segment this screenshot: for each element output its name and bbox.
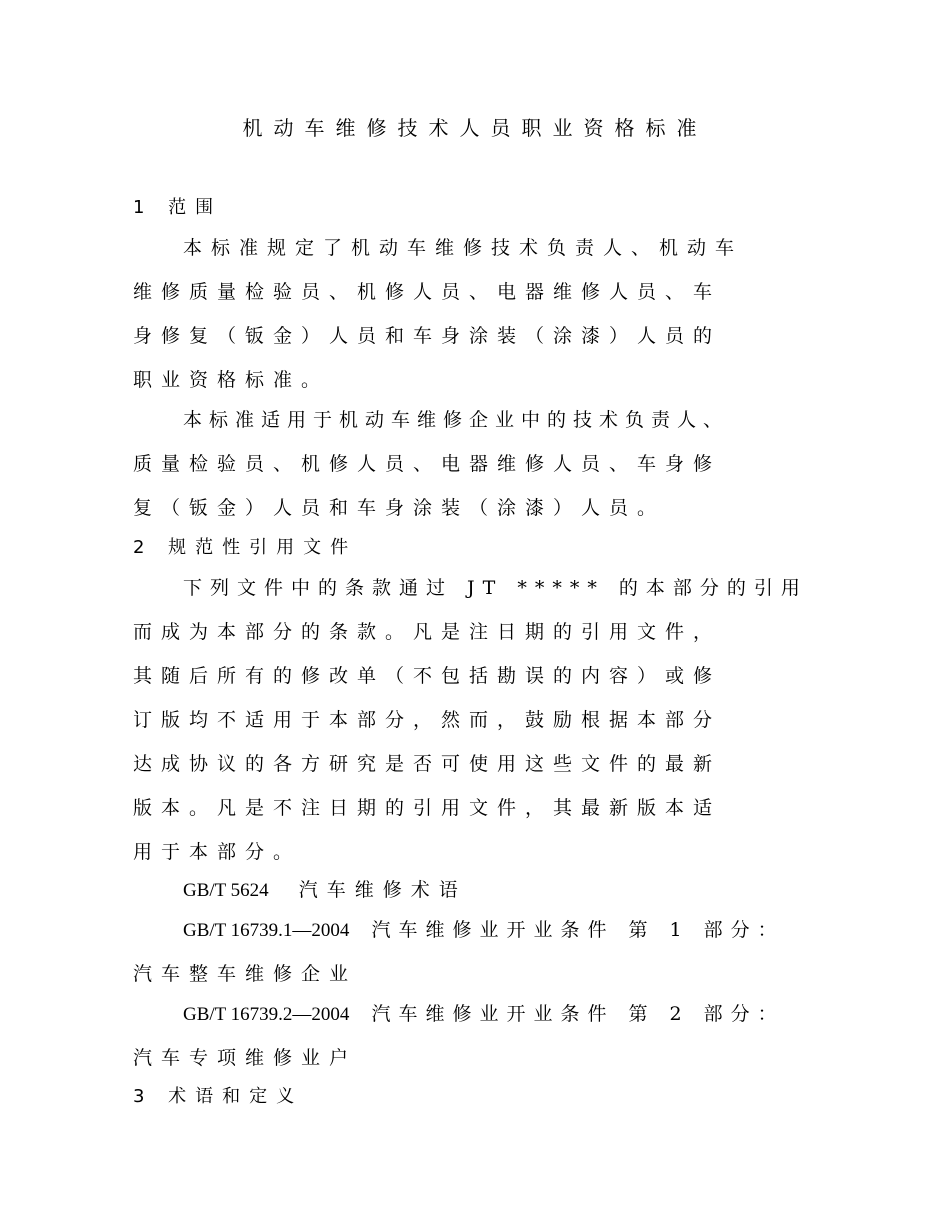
reference-code: GB/T 16739.2—2004 — [183, 1004, 350, 1025]
section-1-line: 质量检验员、机修人员、电器维修人员、车身修 — [133, 453, 722, 475]
section-2-line: 订版均不适用于本部分，然而，鼓励根据本部分 — [133, 709, 722, 731]
section-1-heading: 1 范围 — [133, 197, 223, 218]
section-1-line: 身修复（钣金）人员和车身涂装（涂漆）人员的 — [133, 325, 722, 347]
reference-code: GB/T 5624 — [183, 880, 269, 901]
section-2-line: 下列文件中的条款通过 JT ***** 的本部分的引用 — [183, 577, 808, 599]
reference-text: 汽车维修业开业条件 第 2 部分： — [371, 1003, 785, 1025]
section-1-line: 职业资格标准。 — [133, 369, 330, 391]
reference-text: 汽车维修术语 — [298, 879, 467, 901]
reference-entry — [183, 1002, 785, 1027]
reference-entry — [183, 878, 467, 903]
section-1-line: 维修质量检验员、机修人员、电器维修人员、车 — [133, 281, 722, 303]
document-title: 机动车维修技术人员职业资格标准 — [242, 116, 708, 140]
section-1-line: 复（钣金）人员和车身涂装（涂漆）人员。 — [133, 497, 666, 519]
section-2-line: 而成为本部分的条款。凡是注日期的引用文件， — [133, 621, 722, 643]
section-1-line: 本标准规定了机动车维修技术负责人、机动车 — [183, 237, 744, 259]
reference-entry — [183, 918, 785, 943]
section-3-heading: 3 术语和定义 — [133, 1086, 304, 1107]
section-2-line: 达成协议的各方研究是否可使用这些文件的最新 — [133, 753, 722, 775]
section-1-line: 本标准适用于机动车维修企业中的技术负责人、 — [183, 409, 730, 431]
section-2-line: 版本。凡是不注日期的引用文件，其最新版本适 — [133, 797, 722, 819]
reference-continuation: 汽车专项维修业户 — [133, 1047, 358, 1069]
section-2-line: 其随后所有的修改单（不包括勘误的内容）或修 — [133, 665, 722, 687]
section-2-heading: 2 规范性引用文件 — [133, 537, 358, 558]
reference-code: GB/T 16739.1—2004 — [183, 920, 350, 941]
section-2-line: 用于本部分。 — [133, 841, 302, 863]
reference-continuation: 汽车整车维修企业 — [133, 963, 358, 985]
reference-text: 汽车维修业开业条件 第 1 部分： — [371, 919, 785, 941]
